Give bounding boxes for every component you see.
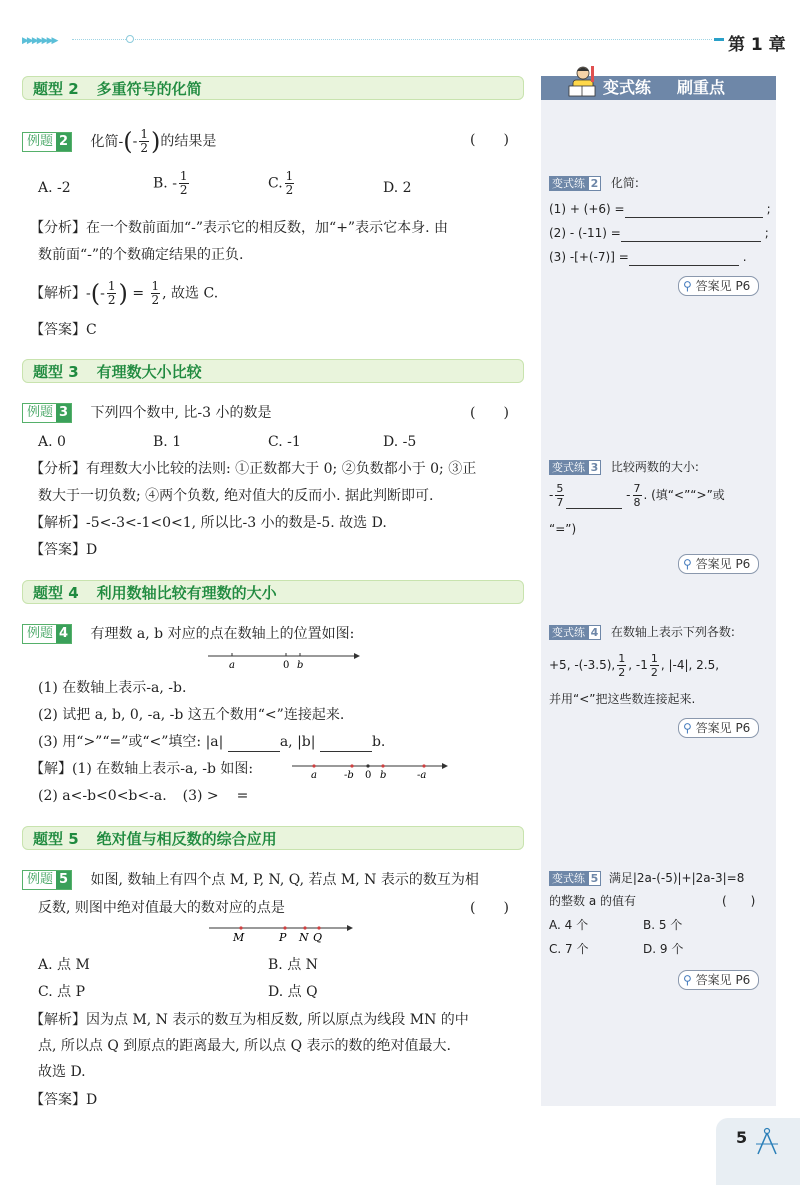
question-2: (2) 试把 a, b, 0, -a, -b 这五个数用“<”连接起来.	[38, 707, 345, 723]
sidebar-title: 变式练	[603, 78, 652, 97]
page-number: 5	[736, 1128, 748, 1147]
axis-label-a: a	[229, 660, 235, 671]
variant-2-line-2: (2) - (-11) = ;	[549, 226, 769, 240]
example-tag: 例题 5	[22, 870, 72, 890]
variant-3-line-2: “=”)	[549, 522, 577, 536]
example-tag: 例题 4	[22, 624, 72, 644]
header-arrows: ▶▶▶▶▶▶▶	[22, 36, 57, 46]
section-label: 题型 2	[33, 80, 79, 98]
option-c: C. 点 P	[38, 984, 85, 1000]
axis-label-b: b	[380, 770, 387, 781]
answer-line: 【答案】D	[30, 1092, 98, 1108]
key-icon: ⚲	[683, 721, 692, 735]
example-tag: 例题 3	[22, 403, 72, 423]
variant-2-line-3: (3) -[+(-7)] = .	[549, 250, 747, 264]
option-b: B. 点 N	[268, 957, 318, 973]
fraction: $\frac{1}{2}$	[140, 127, 148, 155]
axis-label-neg-b: -b	[344, 770, 354, 781]
key-icon: ⚲	[683, 973, 692, 987]
solution-line: 【解析】-(- $\frac{1}{2}$ ) = $\frac{1}{2}$ , 故选 C.	[30, 279, 219, 308]
variant-3-stem: 变式练 3 比较两数的大小:	[549, 458, 699, 476]
solution-line-3: 故选 D.	[38, 1064, 86, 1080]
example-2-stem: 例题 2 化简-(- $\frac{1}{2}$ )的结果是	[22, 128, 216, 155]
point-p: P	[279, 931, 287, 944]
variant-3-line-1: - $\frac{5}{7}$ - $\frac{7}{8}$ . (填“<”“>”或	[549, 482, 725, 509]
axis-label-a: a	[311, 770, 317, 781]
option-a: A. 点 M	[38, 957, 90, 973]
section-title: 多重符号的化简	[96, 80, 202, 98]
analysis-line-1: 【分析】有理数大小比较的法则: ①正数都大于 0; ②负数都小于 0; ③正	[30, 461, 477, 477]
axis-label-neg-a: -a	[417, 770, 427, 781]
example-5-stem-2: 反数, 则图中绝对值最大的数对应的点是	[38, 900, 285, 916]
answer-blank: ( )	[470, 405, 509, 421]
variant-5-line-2: 的整数 a 的值有	[549, 894, 636, 908]
chapter-marker	[714, 38, 724, 41]
variant-4-line-1: +5, -(-3.5), $\frac{1}{2}$ , -1 $\frac{1}{2}$ , |-4|, 2.5,	[549, 652, 720, 679]
example-5-stem-1: 例题 5 如图, 数轴上有四个点 M, P, N, Q, 若点 M, N 表示的数互为相	[22, 870, 479, 890]
option-b: B. - $\frac{1}{2}$	[153, 169, 188, 197]
analysis-line-1: 【分析】在一个数前面加“-”表示它的相反数，加“+”表示它本身. 由	[30, 220, 448, 236]
variant-2-stem: 变式练 2 化简:	[549, 174, 639, 192]
point-n: N	[299, 931, 309, 944]
solution-line-2: 点, 所以点 Q 到原点的距离最大, 所以点 Q 表示的数的绝对值最大.	[38, 1038, 452, 1054]
header-divider	[72, 39, 712, 40]
answer-blank: ( )	[470, 132, 509, 148]
section-header-3: 题型 3 有理数大小比较	[22, 359, 524, 383]
variant-tag: 变式练 5	[549, 871, 601, 886]
answer-blank: ( )	[470, 900, 509, 916]
analysis-line-2: 数大于一切负数; ④两个负数, 绝对值大的反而小. 据此判断即可.	[38, 488, 434, 504]
option-d: D. 9 个	[643, 942, 684, 956]
example-tag: 例题 2	[22, 132, 72, 152]
answer-line: 【答案】D	[30, 542, 98, 558]
option-a: A. 0	[38, 434, 66, 450]
option-d: D. 2	[383, 180, 412, 196]
key-icon: ⚲	[683, 557, 692, 571]
analysis-line-2: 数前面“-”的个数确定结果的正负.	[38, 247, 244, 263]
section-header-4: 题型 4 利用数轴比较有理数的大小	[22, 580, 524, 604]
number-line-1	[200, 648, 360, 672]
question-1: (1) 在数轴上表示-a, -b.	[38, 680, 187, 696]
solution-line-1: 【解】(1) 在数轴上表示-a, -b 如图:	[30, 761, 254, 777]
axis-label-b: b	[297, 660, 304, 671]
point-m: M	[233, 931, 245, 944]
variant-5-stem: 变式练 5 满足|2a-(-5)|+|2a-3|=8	[549, 869, 744, 887]
variant-tag: 变式练 3	[549, 460, 601, 475]
answer-blank: ( )	[722, 894, 756, 908]
solution-line-2: (2) a<-b<0<b<-a. (3) > =	[38, 788, 249, 804]
option-d: D. 点 Q	[268, 984, 318, 1000]
number-line-2	[290, 758, 450, 782]
answer-reference-link[interactable]: ⚲ 答案见 P6	[678, 718, 759, 738]
example-4-stem: 例题 4 有理数 a, b 对应的点在数轴上的位置如图:	[22, 624, 354, 644]
option-a: A. 4 个	[549, 918, 589, 932]
compass-icon	[752, 1126, 782, 1158]
answer-reference-link[interactable]: ⚲ 答案见 P6	[678, 276, 759, 296]
student-reading-icon	[565, 64, 599, 102]
example-3-stem: 例题 3 下列四个数中, 比-3 小的数是	[22, 403, 271, 423]
variant-tag: 变式练 4	[549, 625, 601, 640]
solution-line: 【解析】-5<-3<-1<0<1, 所以比-3 小的数是-5. 故选 D.	[30, 515, 387, 531]
option-a: A. -2	[38, 180, 71, 196]
answer-line: 【答案】C	[30, 322, 97, 338]
number-line-3	[205, 918, 355, 944]
answer-reference-link[interactable]: ⚲ 答案见 P6	[678, 970, 759, 990]
axis-label-zero: 0	[365, 770, 372, 781]
sidebar-subtitle: 刷重点	[677, 78, 726, 97]
option-b: B. 5 个	[643, 918, 683, 932]
option-c: C. -1	[268, 434, 301, 450]
key-icon: ⚲	[683, 279, 692, 293]
section-header-5: 题型 5 绝对值与相反数的综合应用	[22, 826, 524, 850]
option-b: B. 1	[153, 434, 182, 450]
axis-label-zero: 0	[283, 660, 290, 671]
header-dot	[126, 35, 134, 43]
section-header-2	[22, 76, 524, 100]
answer-reference-link[interactable]: ⚲ 答案见 P6	[678, 554, 759, 574]
chapter-title: 第 1 章	[728, 35, 786, 55]
option-c: C. $\frac{1}{2}$	[268, 169, 294, 197]
variant-4-line-2: 并用“<”把这些数连接起来.	[549, 692, 696, 706]
point-q: Q	[313, 931, 323, 944]
option-d: D. -5	[383, 434, 417, 450]
variant-tag: 变式练 2	[549, 176, 601, 191]
variant-4-stem: 变式练 4 在数轴上表示下列各数:	[549, 623, 735, 641]
option-c: C. 7 个	[549, 942, 589, 956]
variant-2-line-1: (1) + (+6) = ;	[549, 202, 771, 216]
question-3: (3) 用“>”“=”或“<”填空: |a| a, |b| b.	[38, 734, 386, 750]
solution-line-1: 【解析】因为点 M, N 表示的数互为相反数, 所以原点为线段 MN 的中	[30, 1012, 469, 1028]
